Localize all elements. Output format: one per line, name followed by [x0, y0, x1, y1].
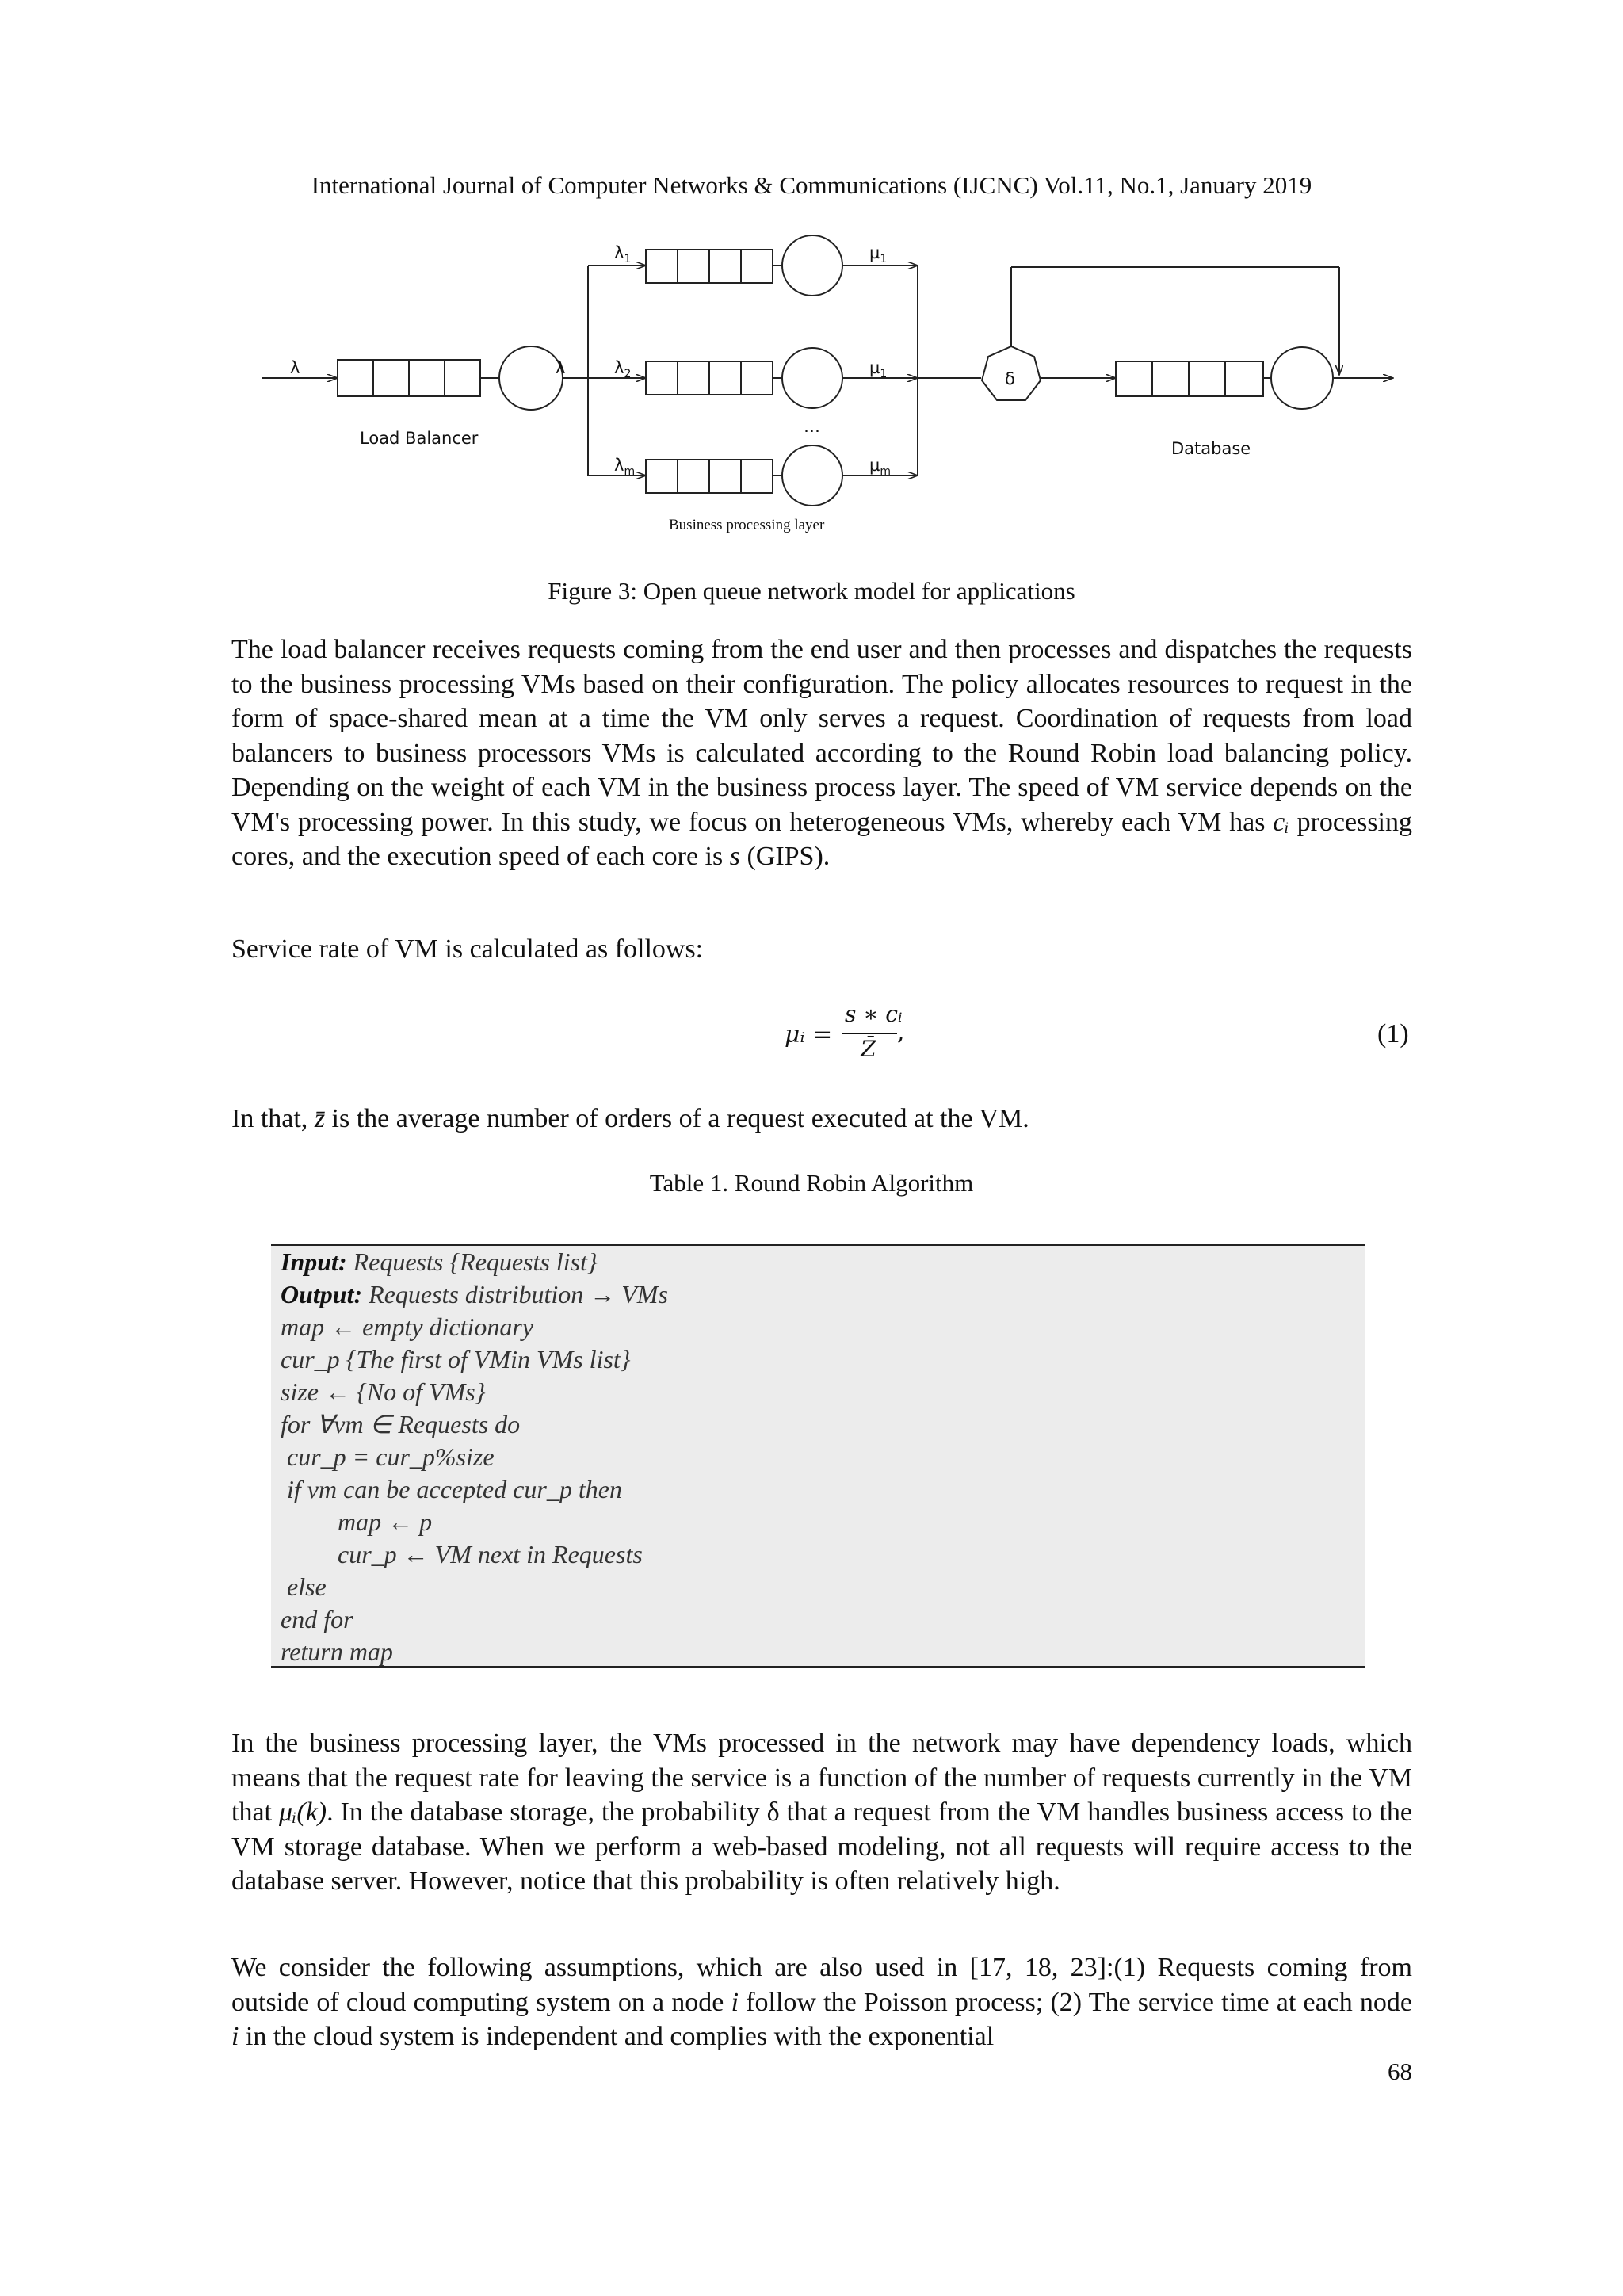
svg-text:µ1	[869, 358, 887, 380]
label-mu1-top: µ	[869, 243, 880, 262]
label-lambda1: λ	[614, 243, 624, 262]
paragraph-5-b: follow the Poisson process; (2) The service time at each node	[746, 1987, 1413, 2017]
label-lambda2-sub: 2	[624, 368, 632, 380]
algorithm-line: if vm can be accepted cur_p then	[281, 1475, 622, 1503]
algorithm-keyword: Input:	[281, 1247, 347, 1276]
label-mum: µ	[869, 456, 880, 475]
algorithm-line: size ← {No of VMs}	[281, 1377, 486, 1406]
label-ellipsis: …	[804, 417, 820, 436]
vm2-server	[782, 348, 842, 408]
label-delta: δ	[1005, 369, 1015, 388]
paragraph-5-c: in the cloud system is independent and complies with the exponential	[245, 2022, 995, 2051]
label-database: Database	[1171, 439, 1251, 458]
algorithm-line: cur_p ← VM next in Requests	[281, 1540, 643, 1568]
svg-text:λ1	[614, 243, 631, 266]
equation-numerator: s ∗ cᵢ	[845, 1001, 903, 1027]
label-lambdam-sub: m	[624, 465, 636, 478]
svg-text:µ1	[869, 243, 887, 266]
label-lambda-out: λ	[556, 358, 566, 377]
algorithm-line: map ← empty dictionary	[281, 1312, 534, 1341]
algorithm-line: else	[281, 1572, 327, 1601]
figure-caption: Figure 3: Open queue network model for applications	[548, 577, 1075, 605]
load-balancer-queue	[338, 360, 480, 396]
label-lambdam: λ	[614, 456, 624, 475]
paragraph-1-end: (GIPS).	[747, 842, 831, 871]
vmm-server	[782, 445, 842, 506]
vmm-queue	[646, 460, 773, 493]
label-lambda-in: λ	[290, 358, 300, 377]
algorithm-line: cur_p = cur_p%size	[281, 1442, 495, 1471]
z-bar-variable: z̄	[314, 1104, 326, 1133]
equation-1	[785, 1001, 943, 1064]
vm2-queue	[646, 361, 773, 395]
equation-comma: ,	[897, 1018, 905, 1046]
running-header: International Journal of Computer Networks & Communications (IJCNC) Vol.11, No.1, January 2019	[311, 171, 1312, 199]
label-mu1-top-sub: 1	[880, 253, 888, 266]
label-lambda1-sub: 1	[624, 253, 632, 266]
svg-text:λ2	[614, 358, 631, 380]
algorithm-line	[281, 1278, 1365, 1311]
vm1-server	[782, 235, 842, 296]
algorithm-keyword: Output:	[281, 1280, 363, 1308]
equation-number: (1)	[1377, 1019, 1409, 1049]
algorithm-line	[281, 1246, 1365, 1278]
queue-network-figure	[0, 230, 1623, 547]
paragraph-3-start: In that,	[231, 1104, 308, 1133]
s-variable: s	[729, 842, 740, 871]
label-mu1-mid: µ	[869, 358, 880, 377]
label-mu1-mid-sub: 1	[880, 368, 888, 380]
algorithm-line: cur_p {The first of VMin VMs list}	[281, 1345, 631, 1373]
label-lambda2: λ	[614, 358, 624, 377]
svg-text:µm	[869, 456, 891, 478]
paragraph-1-mid: processing cores, and the execution speed of each core is	[231, 807, 1413, 871]
algorithm-text: Requests {Requests list}	[346, 1247, 598, 1276]
paragraph-5	[231, 1950, 1412, 2054]
i-variable: i	[731, 1987, 739, 2017]
label-business-layer: Business processing layer	[669, 517, 825, 533]
database-server	[1271, 347, 1333, 409]
vm1-queue	[646, 250, 773, 283]
paragraph-4-end: . In the database storage, the probability δ that a request from the VM handles business access to the VM storage database. When we perform a web-based modeling, not all requests will require access to the database server. However, notice that this probability is often relatively high.	[231, 1797, 1413, 1896]
paragraph-4-start: In the business processing layer, the VMs processed in the network may have dependency loads, which means that the request rate for leaving the service is a function of the number of requests currently in the VM that	[231, 1729, 1412, 1827]
equation-lhs: μᵢ =	[785, 1021, 833, 1049]
paragraph-1-text: The load balancer receives requests coming from the end user and then processes and dispatches the requests to the business processing VMs based on their configuration. The policy allocates resources to request in the form of space-shared mean at a time the VM only serves a request. Coordination of requests from load balancers to business processors VMs is calculated according to the Round Robin load balancing policy. Depending on the weight of each VM in the business process layer. The speed of VM service depends on the VM's processing power. In this study, we focus on heterogeneous VMs, whereby each VM has	[231, 635, 1412, 837]
algorithm-line: end for	[281, 1605, 353, 1633]
paragraph-3	[231, 1102, 1412, 1137]
equation-denominator: Z̄	[861, 1036, 876, 1062]
label-mum-sub: m	[880, 465, 892, 478]
mu-k-variable: μᵢ(k)	[278, 1797, 327, 1827]
page-number: 68	[1388, 2057, 1412, 2085]
paragraph-3-end: is the average number of orders of a request executed at the VM.	[331, 1104, 1029, 1133]
paragraph-2: Service rate of VM is calculated as follows:	[231, 934, 704, 964]
table-caption: Table 1. Round Robin Algorithm	[649, 1169, 974, 1197]
algorithm-line: map ← p	[281, 1507, 433, 1536]
algorithm-line: for ∀vm ∈ Requests do	[281, 1410, 521, 1438]
ci-variable: cᵢ	[1273, 807, 1289, 837]
fraction-bar	[842, 1033, 897, 1034]
svg-text:λm	[614, 456, 635, 478]
load-balancer-server	[499, 346, 566, 410]
algorithm-line: return map	[281, 1637, 393, 1666]
database-queue	[1116, 361, 1263, 396]
paragraph-4	[231, 1726, 1412, 1899]
label-load-balancer: Load Balancer	[360, 429, 479, 448]
algorithm-box	[271, 1244, 1365, 1668]
paragraph-5-a: We consider the following assumptions, which are also used in [17, 18, 23]:(1) Requests coming from outside of cloud computing system on a node	[231, 1953, 1412, 2017]
i-variable: i	[231, 2022, 239, 2051]
paragraph-1	[231, 632, 1412, 874]
algorithm-text: Requests distribution → VMs	[362, 1280, 668, 1308]
